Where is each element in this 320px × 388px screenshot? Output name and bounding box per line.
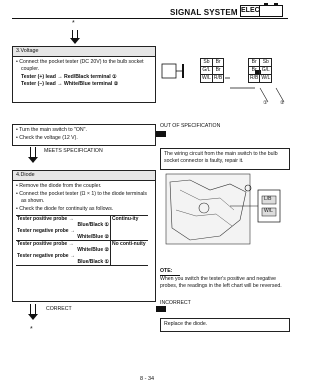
coupler-left-cell: Br: [212, 59, 223, 67]
continuity-result-2: No conti-nuity: [111, 241, 149, 266]
terminal-mark-2: ②: [280, 100, 285, 106]
diode-item-text: Remove the diode from the coupler.: [19, 183, 102, 189]
continuity-result-1: Continu-ity: [111, 216, 149, 241]
probe-text: White/Blue ②: [77, 247, 109, 253]
coupler-right-cell: W/L: [261, 75, 271, 81]
coupler-left-cell: Br: [212, 67, 223, 75]
diode-item: • Connect the pocket tester (Ω × 1) to the diode terminals as shown.: [16, 191, 147, 204]
probe-text: Tester negative probe →: [17, 253, 75, 259]
coupler-left-cell: Sb: [201, 59, 213, 67]
coupler-left-cell: G/L: [202, 67, 211, 73]
continuity-row-1: [16, 216, 111, 241]
coupler-right-cell: Br: [249, 59, 260, 67]
terminal-wl-label: W/L: [264, 208, 273, 214]
voltage-instruction: • Connect the pocket tester (DC 20V) to the bulb socket coupler.: [16, 59, 144, 72]
check-item-1-text: Turn the main switch to "ON".: [19, 127, 87, 133]
probe-text: Blue/Black ①: [77, 222, 109, 228]
check-item-1: • Turn the main switch to "ON".: [16, 127, 87, 133]
diode-item: • Check the diode for continuity as follows.: [16, 206, 114, 212]
diode-item-text: Check the diode for continuity as follows.: [19, 206, 114, 212]
voltage-step-box: [12, 46, 156, 103]
down-arrow-icon: [28, 147, 38, 163]
incorrect-box: Replace the diode.: [160, 318, 290, 332]
terminal-mark-1: ①: [263, 100, 268, 106]
diode-step-title: 4.Diode: [13, 171, 155, 181]
coupler-right: [248, 58, 272, 83]
meets-spec-label: MEETS SPECIFICATION: [44, 148, 103, 154]
section-title: SIGNAL SYSTEM: [170, 8, 238, 17]
coupler-right-cell: R/B: [250, 75, 259, 81]
diode-drawing-svg: [160, 170, 286, 265]
star-marker: *: [30, 326, 33, 333]
down-arrow-icon: [70, 30, 80, 44]
diode-illustration: [160, 170, 286, 265]
diode-step-box: [12, 170, 156, 302]
coupler-right-cell: G/L: [261, 67, 270, 73]
out-of-spec-label: OUT OF SPECIFICATION: [160, 123, 221, 129]
out-of-spec-box: The wiring circuit from the main switch to the bulb socket connector is faulty, repair it.: [160, 148, 290, 170]
coupler-right-cell: Sb: [260, 59, 272, 67]
right-arrow-icon: [156, 306, 166, 312]
probe-text: Tester positive probe →: [17, 241, 74, 247]
header-rule: [12, 18, 288, 19]
incorrect-label: INCORRECT: [160, 300, 191, 306]
lead-negative: Tester (–) lead → White/Blue terminal ②: [21, 81, 119, 87]
coupler-diagram: [160, 56, 290, 112]
check-item-2: • Check the voltage (12 V).: [16, 135, 78, 141]
voltage-step-title: 3.Voltage: [13, 47, 155, 57]
coupler-left-cell: W/L: [202, 75, 211, 81]
probe-text: Tester positive probe →: [17, 216, 74, 222]
probe-text: Blue/Black ①: [77, 259, 109, 265]
diode-item: • Remove the diode from the coupler.: [16, 183, 102, 189]
star-marker: *: [72, 20, 75, 27]
note-head: OTE:: [160, 268, 180, 276]
coupler-left: [200, 58, 224, 83]
note-text: When you switch the tester's positive and negative probes, the readings in the left chart will be reversed.: [160, 276, 282, 289]
probe-text: White/Blue ②: [77, 234, 109, 240]
correct-label: CORRECT: [46, 306, 72, 312]
battery-icon: [259, 5, 283, 17]
check-item-2-text: Check the voltage (12 V).: [19, 135, 78, 141]
diode-item-text: Connect the pocket tester (Ω × 1) to the diode terminals as shown.: [19, 191, 147, 204]
right-arrow-icon: [156, 131, 166, 137]
continuity-table: [16, 215, 148, 266]
terminal-lb-label: L/B: [264, 196, 272, 202]
lead-positive: Tester (+) lead → Red/Black terminal ①: [21, 74, 117, 80]
note-block: [160, 268, 284, 290]
continuity-row-2: [16, 241, 111, 266]
elec-badge: ELEC: [240, 5, 260, 17]
checks-box: [12, 124, 156, 146]
page-number: 8 - 34: [140, 376, 155, 382]
down-arrow-icon: [28, 304, 38, 320]
probe-text: Tester negative probe →: [17, 228, 75, 234]
voltage-instruction-text: Connect the pocket tester (DC 20V) to the bulb socket coupler.: [19, 59, 144, 72]
coupler-left-cell: R/B: [213, 75, 223, 81]
coupler-right-cell: Br: [249, 67, 260, 75]
